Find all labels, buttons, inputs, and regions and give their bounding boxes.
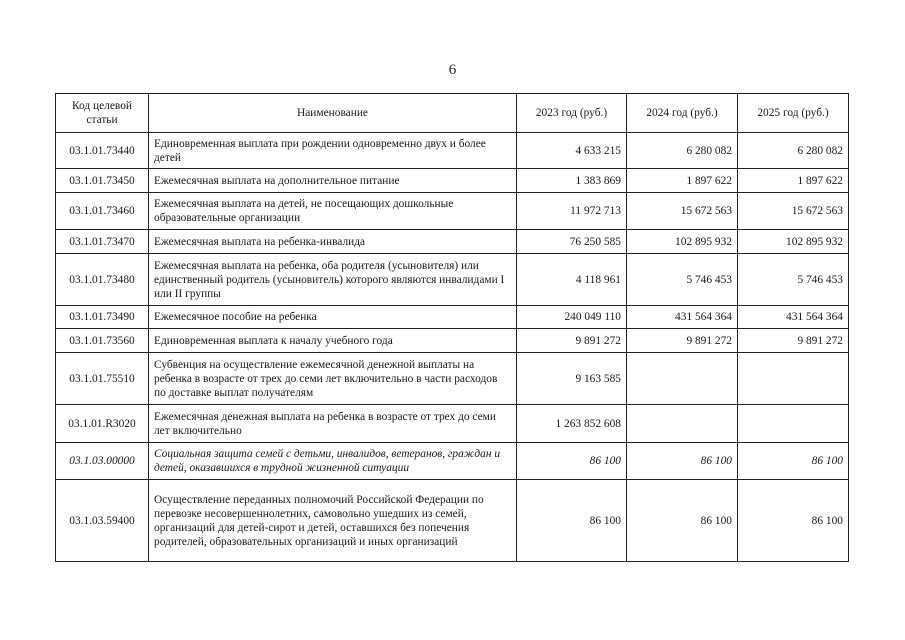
page-number: 6 [448,62,457,78]
row-amount-2023: 1 383 869 [517,169,627,193]
row-amount-2025: 9 891 272 [738,329,849,353]
row-amount-2023: 9 163 585 [517,353,627,405]
row-amount-2025: 86 100 [738,480,849,562]
row-amount-2023: 86 100 [517,443,627,480]
row-name: Ежемесячная выплата на дополнительное питание [149,169,517,193]
row-name: Ежемесячная денежная выплата на ребенка в возрасте от трех до семи лет включительно [149,405,517,443]
row-name: Субвенция на осуществление ежемесячной денежной выплаты на ребенка в возрасте от трех до семи лет включительно в части расходов по доставке выплат получателям [149,353,517,405]
row-name: Осуществление переданных полномочий Российской Федерации по перевозке несовершеннолетних, самовольно ушедших из семей, организаций для детей-сирот и детей, оставшихся без попечения родителей, образовательных организаций и иных организаций [149,480,517,562]
row-amount-2023: 1 263 852 608 [517,405,627,443]
table-row [56,480,849,562]
row-amount-2023: 9 891 272 [517,329,627,353]
row-name: Ежемесячная выплата на ребенка-инвалида [149,230,517,254]
table-row [56,169,849,193]
row-amount-2023: 240 049 110 [517,306,627,329]
row-amount-2025: 5 746 453 [738,254,849,306]
row-code: 03.1.01.R3020 [56,405,149,443]
row-amount-2023: 4 633 215 [517,133,627,169]
row-code: 03.1.01.73460 [56,193,149,230]
row-amount-2025 [738,405,849,443]
row-amount-2024: 6 280 082 [627,133,738,169]
row-amount-2023: 11 972 713 [517,193,627,230]
header-code: Код целевой статьи [56,94,149,133]
row-name: Ежемесячная выплата на детей, не посещающих дошкольные образовательные организации [149,193,517,230]
row-amount-2024: 9 891 272 [627,329,738,353]
budget-table [55,93,849,562]
row-name: Ежемесячная выплата на ребенка, оба родителя (усыновителя) или единственный родитель (усыновитель) которого являются инвалидами I или II группы [149,254,517,306]
row-amount-2024 [627,353,738,405]
row-name: Единовременная выплата к началу учебного года [149,329,517,353]
header-name: Наименование [149,94,517,133]
row-code: 03.1.01.73440 [56,133,149,169]
row-code: 03.1.01.73490 [56,306,149,329]
row-amount-2023: 76 250 585 [517,230,627,254]
row-amount-2025: 431 564 364 [738,306,849,329]
table-row [56,133,849,169]
row-amount-2024: 5 746 453 [627,254,738,306]
row-amount-2023: 86 100 [517,480,627,562]
header-2024: 2024 год (руб.) [627,94,738,133]
row-amount-2024 [627,405,738,443]
row-amount-2024: 102 895 932 [627,230,738,254]
row-amount-2024: 86 100 [627,443,738,480]
table-row [56,230,849,254]
row-code: 03.1.03.00000 [56,443,149,480]
header-2023: 2023 год (руб.) [517,94,627,133]
row-amount-2025 [738,353,849,405]
table-row [56,306,849,329]
row-code: 03.1.01.73560 [56,329,149,353]
row-amount-2024: 15 672 563 [627,193,738,230]
row-amount-2025: 86 100 [738,443,849,480]
row-amount-2024: 86 100 [627,480,738,562]
table-row [56,405,849,443]
table-row [56,329,849,353]
header-2025: 2025 год (руб.) [738,94,849,133]
row-code: 03.1.03.59400 [56,480,149,562]
row-amount-2024: 1 897 622 [627,169,738,193]
row-amount-2025: 102 895 932 [738,230,849,254]
row-amount-2023: 4 118 961 [517,254,627,306]
row-code: 03.1.01.73480 [56,254,149,306]
row-name: Социальная защита семей с детьми, инвалидов, ветеранов, граждан и детей, оказавшихся в трудной жизненной ситуации [149,443,517,480]
table-row [56,443,849,480]
row-amount-2024: 431 564 364 [627,306,738,329]
table-header-row [56,94,849,133]
row-amount-2025: 6 280 082 [738,133,849,169]
row-name: Ежемесячное пособие на ребенка [149,306,517,329]
row-code: 03.1.01.73450 [56,169,149,193]
table-row [56,353,849,405]
row-amount-2025: 15 672 563 [738,193,849,230]
row-code: 03.1.01.75510 [56,353,149,405]
row-name: Единовременная выплата при рождении одновременно двух и более детей [149,133,517,169]
row-code: 03.1.01.73470 [56,230,149,254]
table-row [56,254,849,306]
table-row [56,193,849,230]
row-amount-2025: 1 897 622 [738,169,849,193]
